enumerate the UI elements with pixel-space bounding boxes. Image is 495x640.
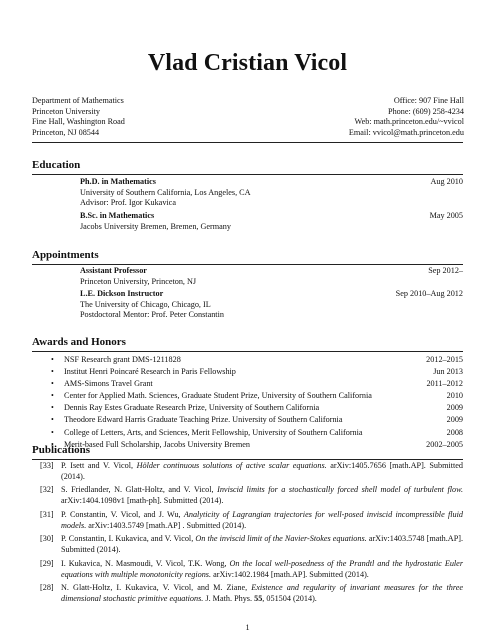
- publication-item: [40, 510, 463, 531]
- publication-title: Analyticity of Lagrangian trajectories for well-posed inviscid incompressible fluid models.: [61, 509, 463, 530]
- publication-item: [40, 583, 463, 604]
- section-divider: [32, 264, 463, 265]
- award-date: 2002–2005: [426, 439, 463, 449]
- entry-detail: Princeton University, Princeton, NJ: [80, 276, 197, 286]
- page-number: 1: [245, 623, 250, 632]
- entry-detail: Advisor: Prof. Igor Kukavica: [80, 198, 176, 208]
- award-date: 2008: [446, 427, 463, 437]
- publication-item: [40, 534, 463, 555]
- publication-authors: I. Kukavica, N. Masmoudi, V. Vicol, T.K. Wong,: [61, 558, 227, 568]
- entry-date: Sep 2012–: [428, 266, 463, 275]
- award-item: [64, 439, 463, 451]
- contact-office: Office: 907 Fine Hall: [393, 96, 464, 105]
- contact-line: Princeton, NJ 08544: [32, 127, 100, 137]
- publication-item: [40, 485, 463, 506]
- publication-number: [32]: [40, 485, 54, 495]
- entry-date: May 2005: [429, 211, 463, 220]
- publication-title: On the local well-posedness of the Prandtl and the hydrostatic Euler equations with multiple monotonicity regions.: [61, 558, 464, 579]
- publication-authors: N. Glatt-Holtz, I. Kukavica, V. Vicol, and M. Ziane,: [61, 583, 248, 593]
- entry-detail: Postdoctoral Mentor: Prof. Peter Constantin: [80, 310, 224, 320]
- award-item: [64, 366, 463, 378]
- award-item: [64, 390, 463, 402]
- position-title: Assistant Professor: [80, 266, 147, 275]
- award-text: • Center for Applied Math. Sciences, Graduate Student Prize, University of Southern California: [64, 390, 372, 402]
- publication-volume: 55: [254, 594, 263, 604]
- contact-address: [32, 96, 125, 138]
- contact-email[interactable]: Email: vvicol@math.princeton.edu: [348, 127, 464, 137]
- publication-title: On the inviscid limit of the Navier-Stokes equations.: [195, 534, 367, 544]
- publication-ref: arXiv:1403.5749 [math.AP] . Submitted (2014).: [88, 520, 247, 530]
- publications-list: [40, 461, 463, 608]
- award-text: • Institut Henri Poincaré Research in Paris Fellowship: [64, 366, 236, 378]
- award-item: [64, 414, 463, 426]
- contact-line: Princeton University: [32, 106, 100, 116]
- award-item: [64, 354, 463, 366]
- contact-web[interactable]: Web: math.princeton.edu/~vvicol: [354, 117, 464, 127]
- publication-journal: J. Math. Phys.: [205, 594, 253, 604]
- award-text: • NSF Research grant DMS-1211828: [64, 354, 181, 366]
- education-entry: [80, 177, 463, 209]
- education-entry: [80, 211, 463, 232]
- publication-ref: arXiv:1404.1098v1 [math-ph]. Submitted (2014).: [61, 496, 224, 506]
- contact-line: Department of Mathematics: [32, 96, 124, 105]
- award-text: • Merit-based Full Scholarship, Jacobs University Bremen: [64, 439, 250, 451]
- entry-date: Aug 2010: [430, 177, 463, 186]
- award-text: • AMS-Simons Travel Grant: [64, 378, 153, 390]
- publication-title: Hölder continuous solutions of active scalar equations.: [136, 461, 327, 470]
- publication-authors: P. Constantin, V. Vicol, and J. Wu,: [61, 509, 181, 519]
- award-date: 2009: [446, 415, 463, 425]
- appointment-entry: [80, 289, 463, 321]
- award-text: • College of Letters, Arts, and Sciences, Merit Fellowship, University of Southern California: [64, 427, 363, 439]
- publication-number: [31]: [40, 509, 54, 519]
- publication-ref: arXiv:1405.7656 [math.AP]. Submitted (2014).: [61, 461, 464, 481]
- publication-authors: S. Friedlander, N. Glatt-Holtz, and V. Vicol,: [61, 485, 214, 495]
- publication-number: [28]: [40, 583, 54, 593]
- section-divider: [32, 459, 463, 460]
- publication-number: [30]: [40, 534, 54, 544]
- awards-list: [64, 354, 463, 451]
- position-title: L.E. Dickson Instructor: [80, 289, 164, 298]
- award-date: 2009: [446, 403, 463, 413]
- publication-authors: P. Constantin, I. Kukavica, and V. Vicol,: [61, 534, 194, 544]
- section-heading-education: Education: [32, 159, 81, 171]
- section-heading-awards: Awards and Honors: [32, 336, 126, 348]
- contact-info: [349, 96, 464, 138]
- award-date: Jun 2013: [433, 367, 463, 377]
- publication-number: [29]: [40, 558, 54, 568]
- award-text: • Dennis Ray Estes Graduate Research Prize, University of Southern California: [64, 402, 319, 414]
- contact-phone: Phone: (609) 258-4234: [388, 106, 464, 116]
- degree-title: B.Sc. in Mathematics: [80, 211, 155, 220]
- section-divider: [32, 351, 463, 352]
- publication-number: [33]: [40, 461, 54, 470]
- section-heading-publications: Publications: [32, 444, 91, 456]
- publication-ref: arXiv:1402.1984 [math.AP]. Submitted (2014).: [213, 569, 369, 579]
- award-date: 2012–2015: [426, 355, 463, 364]
- entry-date: Sep 2010–Aug 2012: [395, 289, 463, 298]
- appointment-entry: [80, 266, 463, 287]
- award-date: 2011–2012: [426, 379, 463, 389]
- publication-authors: P. Isett and V. Vicol,: [61, 461, 134, 470]
- entry-detail: University of Southern California, Los Angeles, CA: [80, 187, 251, 197]
- award-item: [64, 378, 463, 390]
- section-heading-appointments: Appointments: [32, 249, 99, 261]
- award-text: • Theodore Edward Harris Graduate Teaching Prize. University of Southern California: [64, 414, 342, 426]
- entry-detail: The University of Chicago, Chicago, IL: [80, 299, 211, 309]
- entry-detail: Jacobs University Bremen, Bremen, Germany: [80, 221, 231, 231]
- publication-ref: arXiv:1403.5748 [math.AP]. Submitted (2014).: [61, 534, 464, 555]
- contact-line: Fine Hall, Washington Road: [32, 117, 125, 127]
- section-divider: [32, 174, 463, 175]
- award-item: [64, 427, 463, 439]
- publication-item: [40, 559, 463, 580]
- publication-ref: , 051504 (2014).: [262, 594, 317, 604]
- header-divider: [32, 142, 463, 143]
- publication-title: Existence and regularity of invariant measures for the three dimensional stochastic primitive equations.: [61, 583, 464, 604]
- award-item: [64, 402, 463, 414]
- publication-item: [40, 461, 463, 482]
- cv-name: Vlad Cristian Vicol: [147, 50, 348, 76]
- award-date: 2010: [446, 391, 463, 401]
- degree-title: Ph.D. in Mathematics: [80, 177, 156, 186]
- publication-title: Inviscid limits for a stochastically forced shell model of turbulent flow.: [217, 485, 464, 495]
